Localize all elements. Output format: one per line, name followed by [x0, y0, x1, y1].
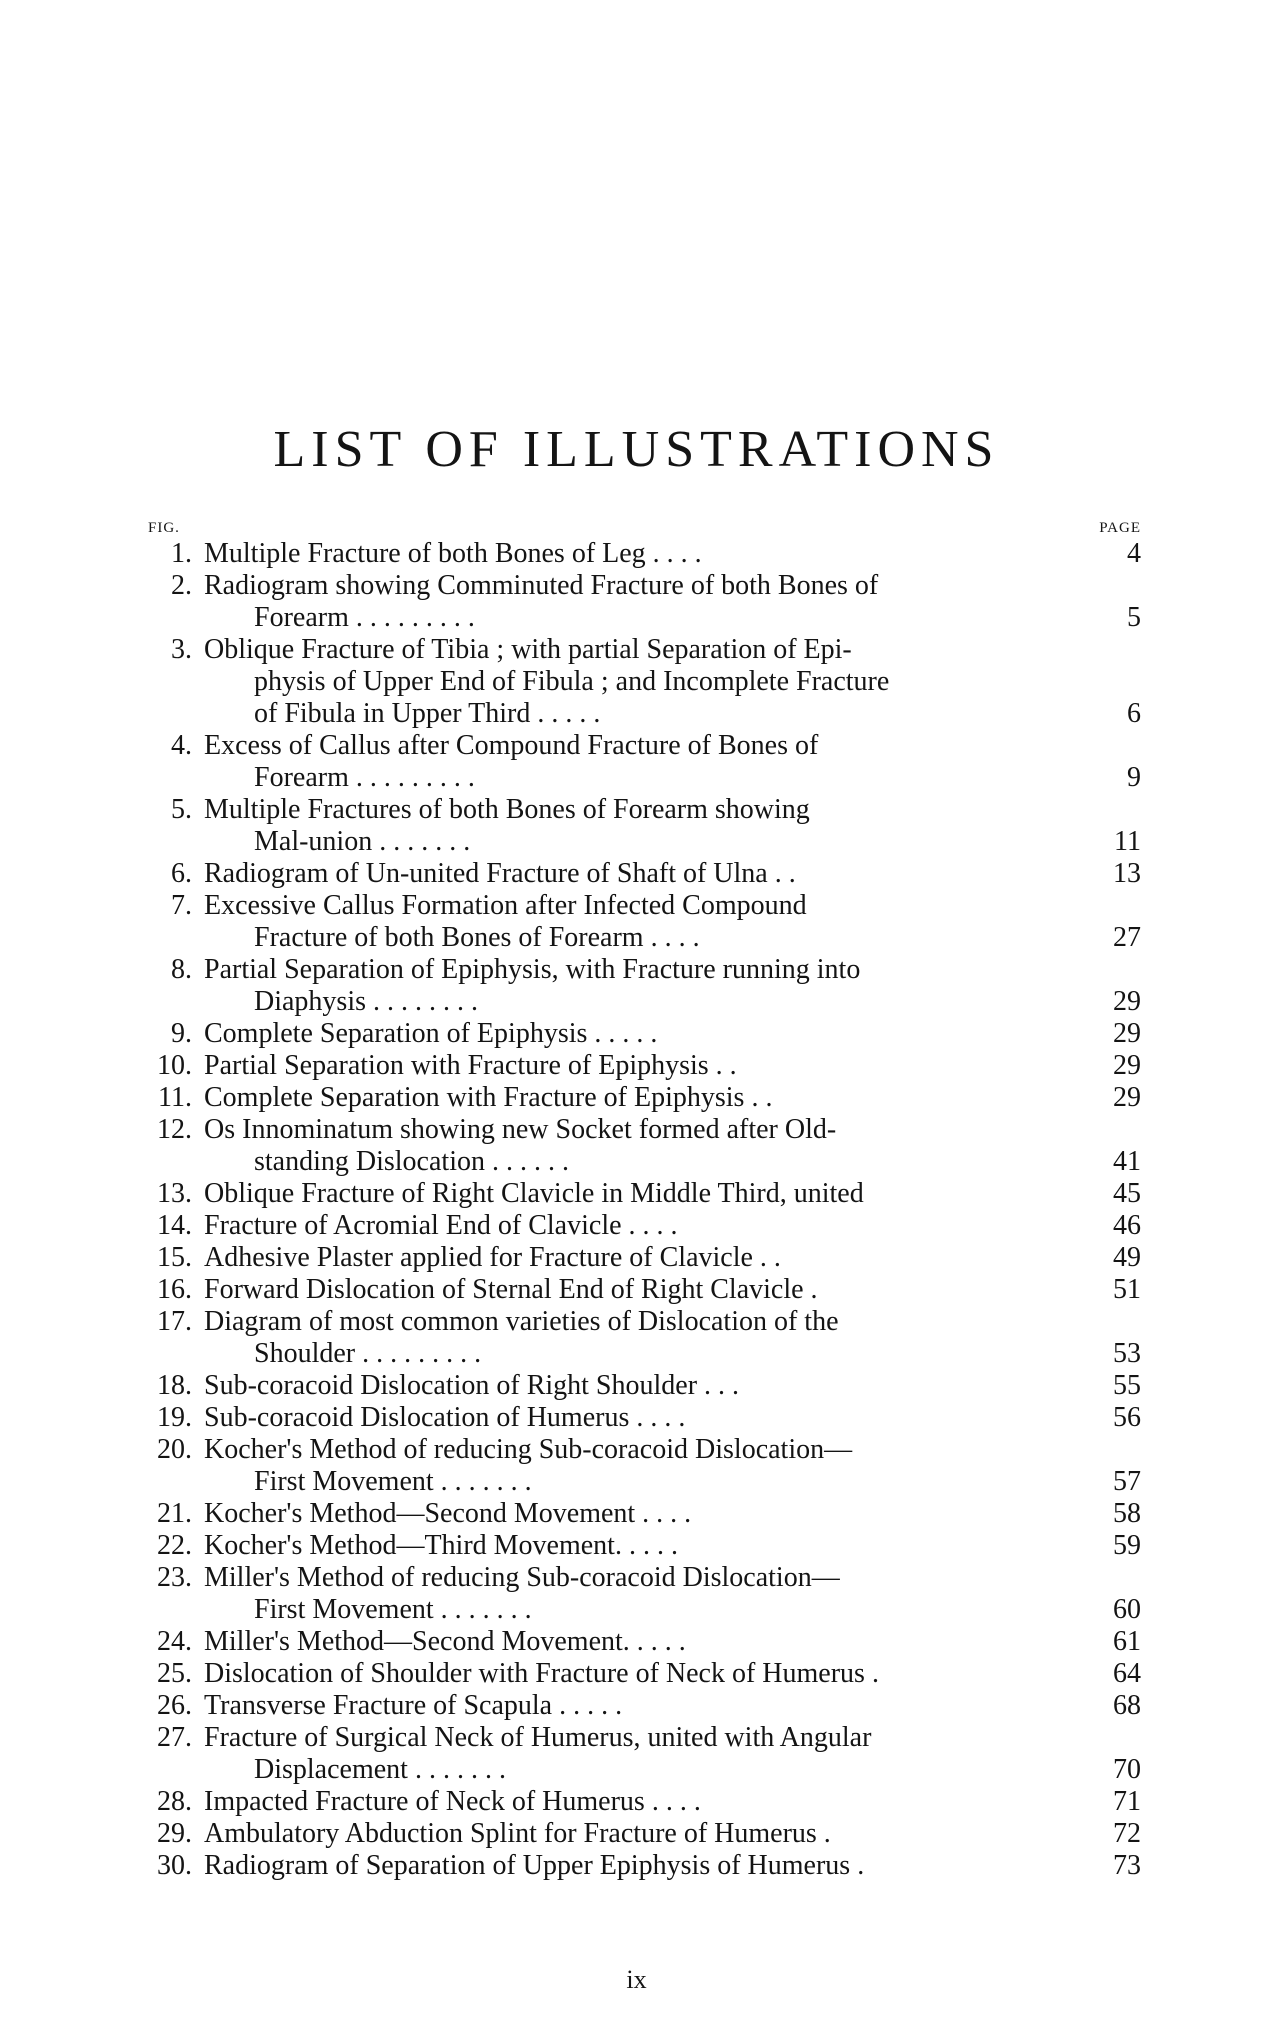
- list-item: [130, 1210, 1141, 1242]
- figure-caption: [204, 1690, 1021, 1722]
- list-item: [130, 730, 1141, 794]
- figure-caption: [204, 1434, 1021, 1498]
- page-ref: 59: [1113, 1530, 1141, 1561]
- page-ref: 53: [1113, 1338, 1141, 1369]
- figure-number: 21.: [157, 1498, 192, 1529]
- figure-caption: [204, 1178, 1021, 1210]
- figure-caption: [204, 538, 1021, 570]
- list-item: [130, 890, 1141, 954]
- caption-line: Multiple Fractures of both Bones of Forearm showing: [204, 794, 810, 825]
- page-ref: 55: [1113, 1370, 1141, 1401]
- list-item: [130, 1114, 1141, 1178]
- caption-line: Sub-coracoid Dislocation of Right Shoulder . . .: [204, 1370, 740, 1401]
- caption-line: Forearm . . . . . . . . .: [254, 762, 475, 793]
- list-item: [130, 1562, 1141, 1626]
- caption-line: Kocher's Method—Third Movement. . . . .: [204, 1530, 678, 1561]
- figure-number: 19.: [157, 1402, 192, 1433]
- figure-number: 14.: [157, 1210, 192, 1241]
- caption-line: Fracture of both Bones of Forearm . . . .: [254, 922, 700, 953]
- page-title: LIST OF ILLUSTRATIONS: [273, 421, 1000, 478]
- list-item: [130, 1530, 1141, 1562]
- caption-line: Oblique Fracture of Right Clavicle in Middle Third, united: [204, 1178, 864, 1209]
- page-ref: 49: [1113, 1242, 1141, 1273]
- page-ref: 29: [1113, 986, 1141, 1017]
- caption-line: Os Innominatum showing new Socket formed after Old-: [204, 1114, 837, 1145]
- figure-caption: [204, 1274, 1021, 1306]
- page-ref: 45: [1113, 1178, 1141, 1209]
- page-ref: 71: [1113, 1786, 1141, 1817]
- page-ref: 56: [1113, 1402, 1141, 1433]
- caption-line: Forward Dislocation of Sternal End of Right Clavicle .: [204, 1274, 818, 1305]
- list-item: [130, 1434, 1141, 1498]
- list-item: [130, 1242, 1141, 1274]
- figure-number: 24.: [157, 1626, 192, 1657]
- figure-caption: [204, 1082, 1021, 1114]
- list-item: [130, 1850, 1141, 1882]
- list-item: [130, 1626, 1141, 1658]
- caption-line: Radiogram showing Comminuted Fracture of both Bones of: [204, 570, 879, 601]
- caption-line: Oblique Fracture of Tibia ; with partial Separation of Epi-: [204, 634, 852, 665]
- caption-line: Transverse Fracture of Scapula . . . . .: [204, 1690, 623, 1721]
- figure-caption: [204, 1018, 1021, 1050]
- list-item: [130, 634, 1141, 730]
- illustrations-list: [130, 538, 1141, 1882]
- list-item: [130, 570, 1141, 634]
- figure-caption: [204, 1306, 1021, 1370]
- figure-caption: [204, 890, 1021, 954]
- figure-caption: [204, 1210, 1021, 1242]
- figure-caption: [204, 954, 1021, 1018]
- caption-line: Excessive Callus Formation after Infected Compound: [204, 890, 807, 921]
- figure-caption: [204, 634, 1021, 730]
- figure-number: 8.: [171, 954, 192, 985]
- list-item: [130, 1402, 1141, 1434]
- figure-number: 29.: [157, 1818, 192, 1849]
- caption-line: Kocher's Method—Second Movement . . . .: [204, 1498, 692, 1529]
- list-item: [130, 1274, 1141, 1306]
- figure-caption: [204, 570, 1021, 634]
- figure-caption: [204, 1242, 1021, 1274]
- caption-line: Ambulatory Abduction Splint for Fracture of Humerus .: [204, 1818, 831, 1849]
- figure-number: 30.: [157, 1850, 192, 1881]
- list-item: [130, 1178, 1141, 1210]
- figure-number: 12.: [157, 1114, 192, 1145]
- figure-number: 6.: [171, 858, 192, 889]
- page-ref: 29: [1113, 1082, 1141, 1113]
- figure-number: 7.: [171, 890, 192, 921]
- caption-line: Displacement . . . . . . .: [254, 1754, 506, 1785]
- figure-number: 13.: [157, 1178, 192, 1209]
- page-ref: 70: [1113, 1754, 1141, 1785]
- caption-line: Complete Separation of Epiphysis . . . . .: [204, 1018, 658, 1049]
- figure-caption: [204, 1722, 1021, 1786]
- figure-number: 9.: [171, 1018, 192, 1049]
- figure-number: 27.: [157, 1722, 192, 1753]
- page-column-header: PAGE: [1099, 520, 1141, 536]
- page-ref: 73: [1113, 1850, 1141, 1881]
- page-ref: 60: [1113, 1594, 1141, 1625]
- figure-number: 10.: [157, 1050, 192, 1081]
- figure-caption: [204, 730, 1021, 794]
- caption-line: of Fibula in Upper Third . . . . .: [254, 698, 601, 729]
- caption-line: Excess of Callus after Compound Fracture of Bones of: [204, 730, 819, 761]
- fig-column-header: FIG.: [148, 520, 180, 536]
- page-number: ix: [626, 1965, 647, 1994]
- page-ref: 64: [1113, 1658, 1141, 1689]
- list-item: [130, 858, 1141, 890]
- figure-number: 20.: [157, 1434, 192, 1465]
- list-item: [130, 538, 1141, 570]
- caption-line: Mal-union . . . . . . .: [254, 826, 471, 857]
- page-ref: 5: [1127, 602, 1141, 633]
- caption-line: First Movement . . . . . . .: [254, 1466, 532, 1497]
- caption-line: Adhesive Plaster applied for Fracture of Clavicle . .: [204, 1242, 781, 1273]
- caption-line: Radiogram of Un-united Fracture of Shaft of Ulna . .: [204, 858, 796, 889]
- figure-caption: [204, 1402, 1021, 1434]
- page-ref: 58: [1113, 1498, 1141, 1529]
- figure-caption: [204, 858, 1021, 890]
- figure-caption: [204, 1530, 1021, 1562]
- caption-line: Fracture of Surgical Neck of Humerus, united with Angular: [204, 1722, 872, 1753]
- figure-caption: [204, 794, 1021, 858]
- caption-line: Miller's Method—Second Movement. . . . .: [204, 1626, 686, 1657]
- list-item: [130, 1306, 1141, 1370]
- figure-number: 3.: [171, 634, 192, 665]
- caption-line: Partial Separation of Epiphysis, with Fracture running into: [204, 954, 861, 985]
- page-ref: 68: [1113, 1690, 1141, 1721]
- list-item: [130, 1082, 1141, 1114]
- page-ref: 4: [1127, 538, 1141, 569]
- list-item: [130, 794, 1141, 858]
- page-ref: 9: [1127, 762, 1141, 793]
- caption-line: Kocher's Method of reducing Sub-coracoid Dislocation—: [204, 1434, 853, 1465]
- caption-line: physis of Upper End of Fibula ; and Incomplete Fracture: [254, 666, 890, 697]
- caption-line: Shoulder . . . . . . . . .: [254, 1338, 482, 1369]
- page-ref: 29: [1113, 1018, 1141, 1049]
- figure-number: 11.: [158, 1082, 192, 1113]
- figure-number: 5.: [171, 794, 192, 825]
- caption-line: Partial Separation with Fracture of Epiphysis . .: [204, 1050, 737, 1081]
- page-ref: 11: [1114, 826, 1141, 857]
- figure-number: 22.: [157, 1530, 192, 1561]
- figure-number: 2.: [171, 570, 192, 601]
- list-item: [130, 1658, 1141, 1690]
- figure-caption: [204, 1498, 1021, 1530]
- page-ref: 29: [1113, 1050, 1141, 1081]
- list-item: [130, 1690, 1141, 1722]
- list-item: [130, 1370, 1141, 1402]
- caption-line: Diagram of most common varieties of Dislocation of the: [204, 1306, 839, 1337]
- figure-caption: [204, 1050, 1021, 1082]
- list-item: [130, 1018, 1141, 1050]
- page-ref: 41: [1113, 1146, 1141, 1177]
- list-item: [130, 1818, 1141, 1850]
- list-item: [130, 1498, 1141, 1530]
- figure-number: 1.: [171, 538, 192, 569]
- caption-line: Multiple Fracture of both Bones of Leg . . . .: [204, 538, 702, 569]
- caption-line: Dislocation of Shoulder with Fracture of Neck of Humerus .: [204, 1658, 879, 1689]
- caption-line: Impacted Fracture of Neck of Humerus . . . .: [204, 1786, 701, 1817]
- caption-line: Forearm . . . . . . . . .: [254, 602, 475, 633]
- figure-number: 17.: [157, 1306, 192, 1337]
- figure-number: 18.: [157, 1370, 192, 1401]
- page-ref: 46: [1113, 1210, 1141, 1241]
- list-item: [130, 1722, 1141, 1786]
- list-item: [130, 1786, 1141, 1818]
- caption-line: First Movement . . . . . . .: [254, 1594, 532, 1625]
- figure-number: 28.: [157, 1786, 192, 1817]
- figure-number: 23.: [157, 1562, 192, 1593]
- list-item: [130, 954, 1141, 1018]
- figure-number: 15.: [157, 1242, 192, 1273]
- figure-caption: [204, 1370, 1021, 1402]
- figure-caption: [204, 1786, 1021, 1818]
- figure-caption: [204, 1626, 1021, 1658]
- page-ref: 72: [1113, 1818, 1141, 1849]
- figure-number: 25.: [157, 1658, 192, 1689]
- caption-line: Diaphysis . . . . . . . .: [254, 986, 478, 1017]
- figure-caption: [204, 1562, 1021, 1626]
- figure-number: 26.: [157, 1690, 192, 1721]
- caption-line: Radiogram of Separation of Upper Epiphysis of Humerus .: [204, 1850, 865, 1881]
- page-ref: 13: [1113, 858, 1141, 889]
- page-ref: 57: [1113, 1466, 1141, 1497]
- figure-caption: [204, 1850, 1021, 1882]
- caption-line: Miller's Method of reducing Sub-coracoid Dislocation—: [204, 1562, 840, 1593]
- caption-line: Fracture of Acromial End of Clavicle . . . .: [204, 1210, 678, 1241]
- figure-number: 4.: [171, 730, 192, 761]
- figure-caption: [204, 1818, 1021, 1850]
- caption-line: standing Dislocation . . . . . .: [254, 1146, 569, 1177]
- caption-line: Complete Separation with Fracture of Epiphysis . .: [204, 1082, 773, 1113]
- page-ref: 27: [1113, 922, 1141, 953]
- page-ref: 61: [1113, 1626, 1141, 1657]
- page-ref: 51: [1113, 1274, 1141, 1305]
- figure-number: 16.: [157, 1274, 192, 1305]
- page-ref: 6: [1127, 698, 1141, 729]
- figure-caption: [204, 1658, 1021, 1690]
- figure-caption: [204, 1114, 1021, 1178]
- list-item: [130, 1050, 1141, 1082]
- caption-line: Sub-coracoid Dislocation of Humerus . . . .: [204, 1402, 686, 1433]
